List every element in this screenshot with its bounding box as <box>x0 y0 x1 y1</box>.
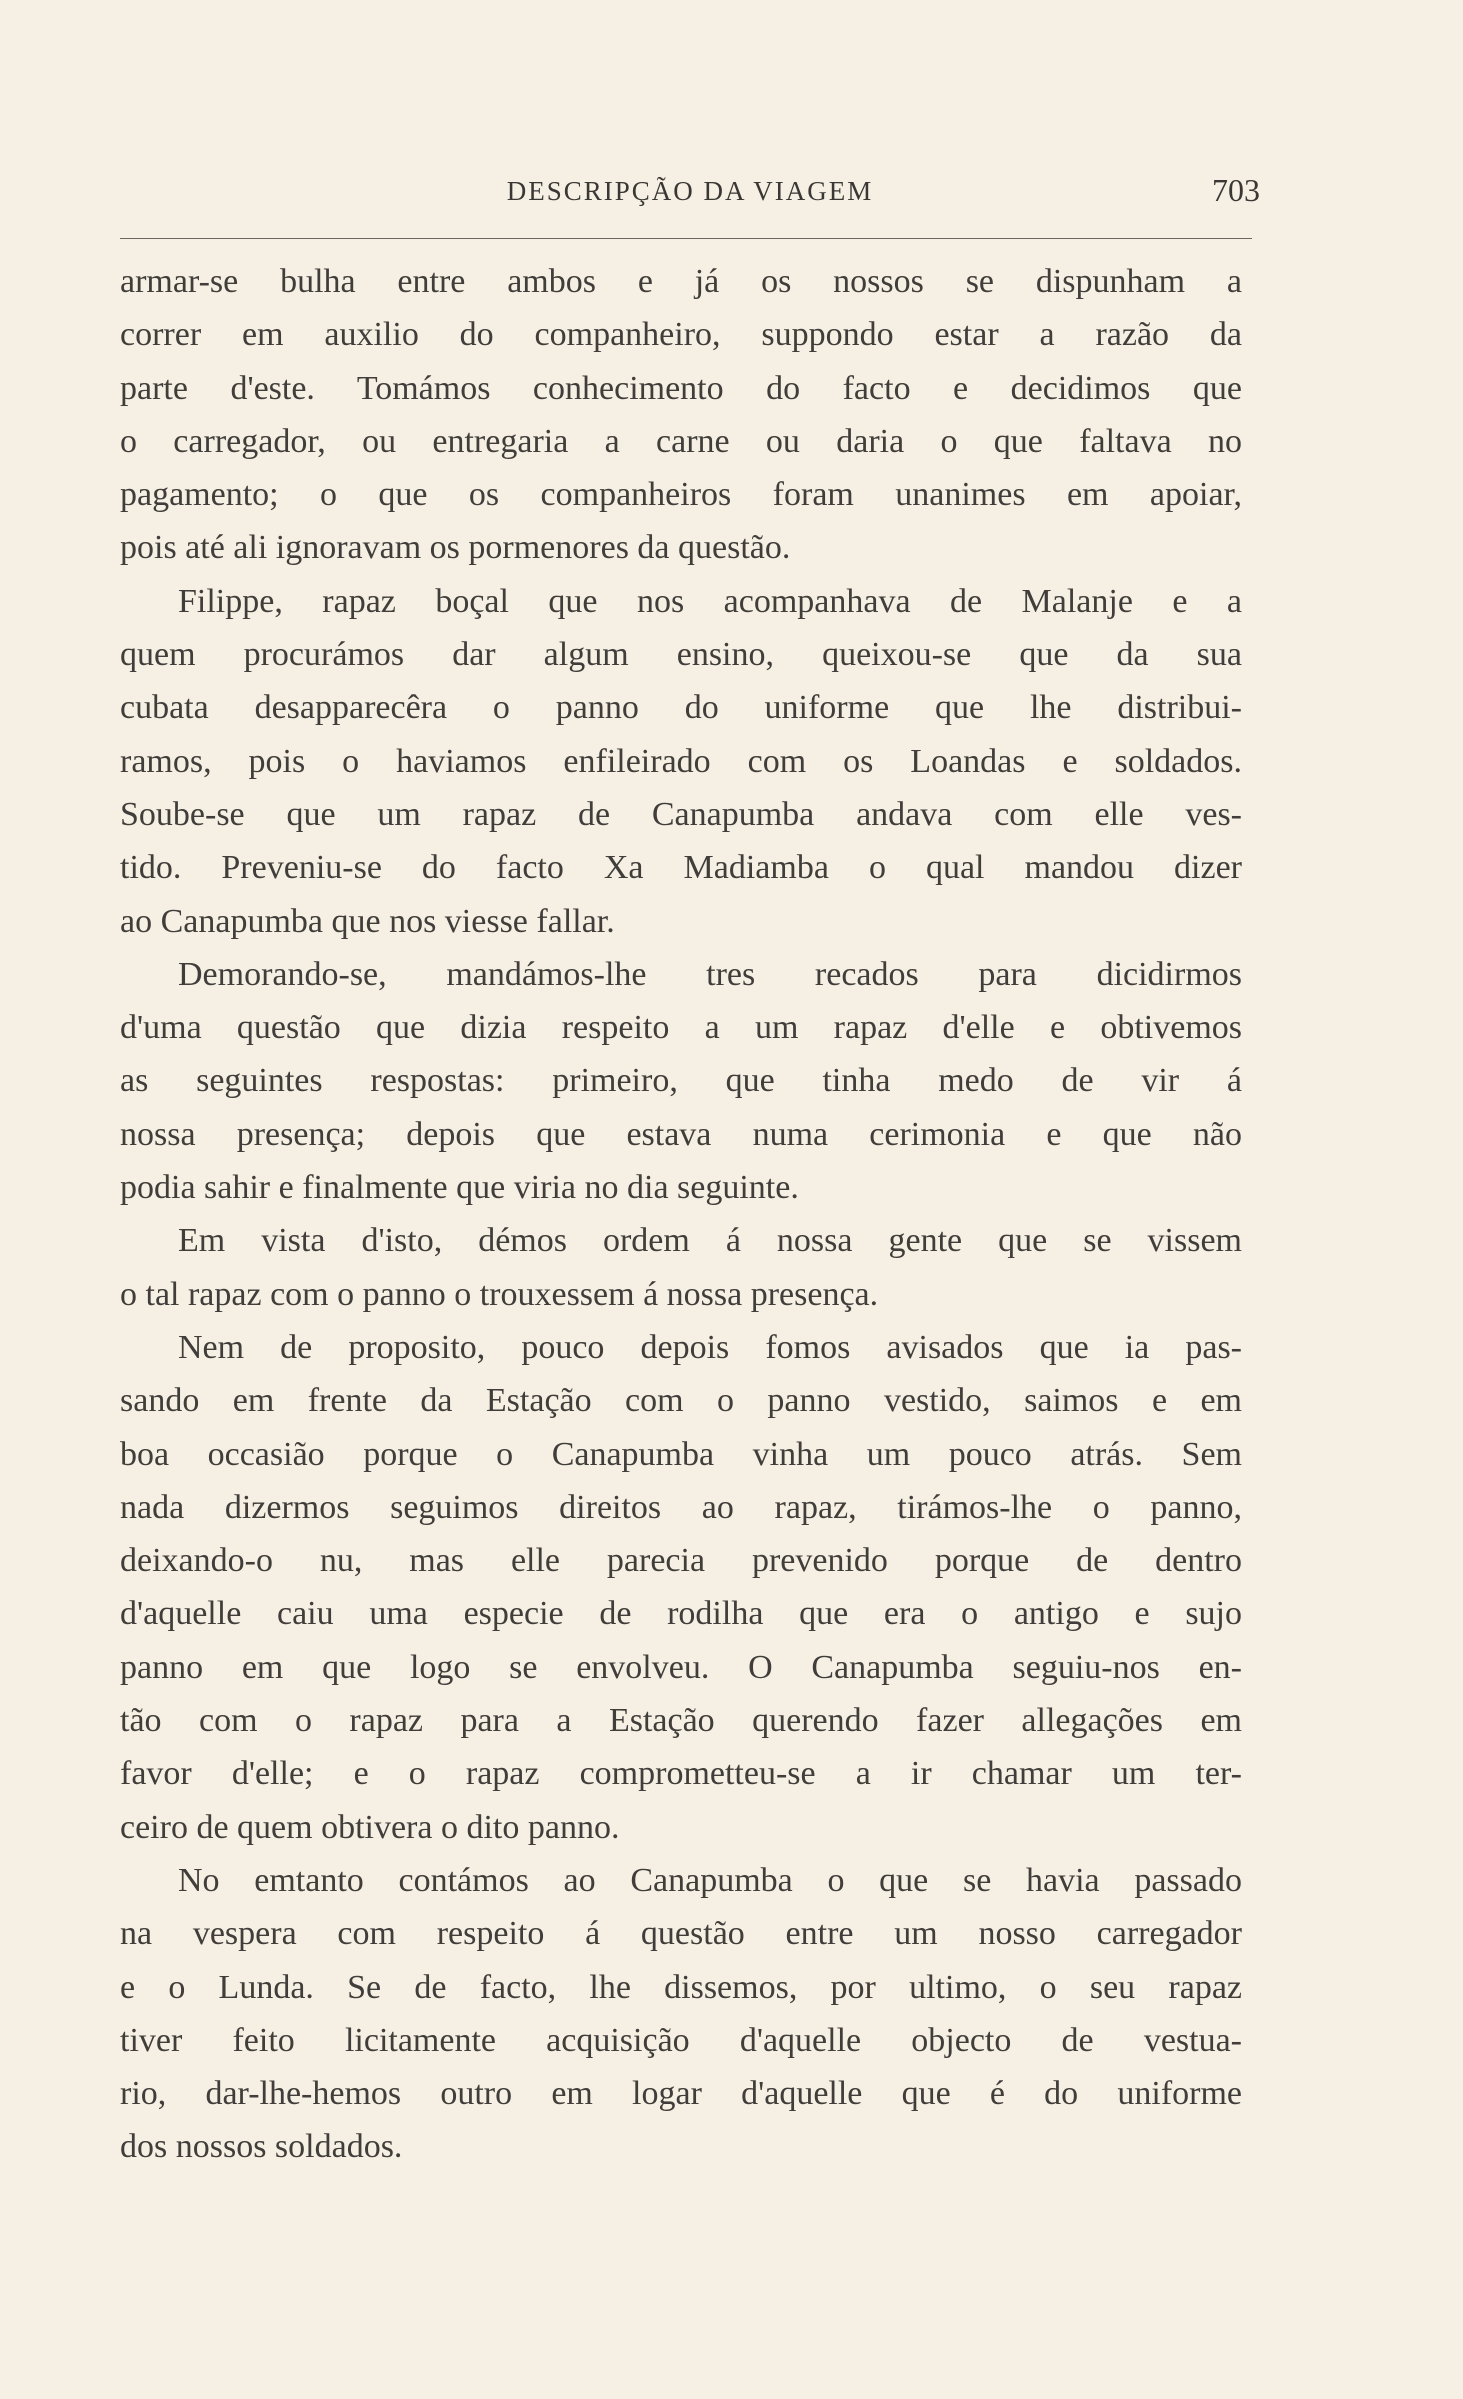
text-line: nada dizermos seguimos direitos ao rapaz, tirámos-lhe o panno, <box>120 1488 1242 1526</box>
text-line: ceiro de quem obtivera o dito panno. <box>120 1808 620 1846</box>
text-line: tão com o rapaz para a Estação querendo fazer allegações em <box>120 1702 1242 1740</box>
text-line: deixando-o nu, mas elle parecia prevenido porque de dentro <box>120 1542 1242 1580</box>
text-line: dos nossos soldados. <box>120 2128 403 2166</box>
text-line: correr em auxilio do companheiro, suppondo estar a razão da <box>120 316 1242 354</box>
running-title: DESCRIPÇÃO DA VIAGEM <box>506 176 874 206</box>
text-line: pagamento; o que os companheiros foram unanimes em apoiar, <box>120 476 1242 514</box>
text-line: na vespera com respeito á questão entre um nosso carregador <box>120 1915 1242 1953</box>
text-line: sando em frente da Estação com o panno vestido, saimos e em <box>120 1382 1242 1420</box>
text-line: tiver feito licitamente acquisição d'aquelle objecto de vestua- <box>120 2021 1242 2059</box>
text-line: parte d'este. Tomámos conhecimento do facto e decidimos que <box>120 369 1242 407</box>
running-head <box>120 172 1260 222</box>
paragraph <box>120 1321 1242 1854</box>
paragraph <box>120 1854 1242 2174</box>
paragraph <box>120 575 1242 948</box>
text-line: No emtanto contámos ao Canapumba o que se havia passado <box>178 1861 1242 1899</box>
text-line: d'uma questão que dizia respeito a um rapaz d'elle e obtivemos <box>120 1009 1242 1047</box>
header-rule <box>120 238 1252 239</box>
text-line: pois até ali ignoravam os pormenores da questão. <box>120 529 791 567</box>
body-text <box>120 255 1242 2174</box>
text-line: tido. Preveniu-se do facto Xa Madiamba o qual mandou dizer <box>120 849 1242 887</box>
text-line: Soube-se que um rapaz de Canapumba andava com elle ves- <box>120 795 1242 833</box>
text-line: ramos, pois o haviamos enfileirado com os Loandas e soldados. <box>120 742 1242 780</box>
text-line: Filippe, rapaz boçal que nos acompanhava de Malanje e a <box>178 582 1242 620</box>
text-line: panno em que logo se envolveu. O Canapumba seguiu-nos en- <box>120 1648 1242 1686</box>
text-line: o tal rapaz com o panno o trouxessem á nossa presença. <box>120 1275 879 1313</box>
text-line: e o Lunda. Se de facto, lhe dissemos, por ultimo, o seu rapaz <box>120 1968 1242 2006</box>
text-line: as seguintes respostas: primeiro, que tinha medo de vir á <box>120 1062 1242 1100</box>
text-line: rio, dar-lhe-hemos outro em logar d'aquelle que é do uniforme <box>120 2075 1242 2113</box>
paragraph <box>120 1214 1242 1321</box>
paragraph <box>120 255 1242 575</box>
text-line: podia sahir e finalmente que viria no dia seguinte. <box>120 1169 799 1207</box>
text-line: o carregador, ou entregaria a carne ou daria o que faltava no <box>120 422 1242 460</box>
text-line: d'aquelle caiu uma especie de rodilha que era o antigo e sujo <box>120 1595 1242 1633</box>
paragraph <box>120 948 1242 1214</box>
page-number: 703 <box>1212 172 1260 208</box>
text-line: nossa presença; depois que estava numa cerimonia e que não <box>120 1115 1242 1153</box>
text-line: cubata desapparecêra o panno do uniforme que lhe distribui- <box>120 689 1242 727</box>
text-line: Em vista d'isto, démos ordem á nossa gente que se vissem <box>178 1222 1242 1260</box>
text-line: Nem de proposito, pouco depois fomos avisados que ia pas- <box>178 1328 1242 1366</box>
text-line: Demorando-se, mandámos-lhe tres recados para dicidirmos <box>178 955 1242 993</box>
text-line: quem procurámos dar algum ensino, queixou-se que da sua <box>120 636 1242 674</box>
text-line: armar-se bulha entre ambos e já os nossos se dispunham a <box>120 263 1242 300</box>
text-line: ao Canapumba que nos viesse fallar. <box>120 902 615 940</box>
text-line: boa occasião porque o Canapumba vinha um pouco atrás. Sem <box>120 1435 1242 1473</box>
text-line: favor d'elle; e o rapaz comprometteu-se a ir chamar um ter- <box>120 1755 1242 1793</box>
